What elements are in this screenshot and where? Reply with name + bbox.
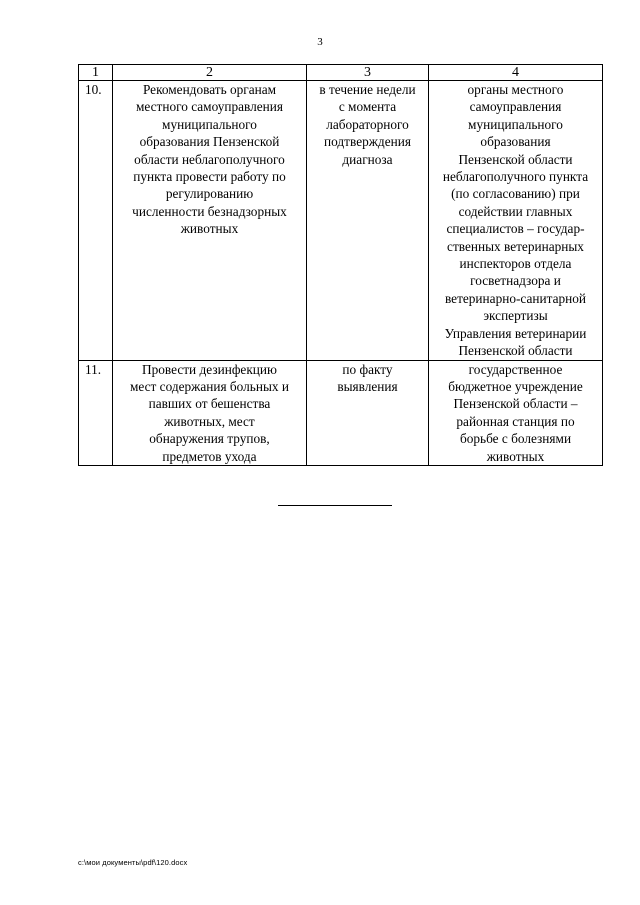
column-header-1: 1 [79, 65, 113, 81]
closing-divider [278, 505, 392, 506]
column-header-2: 2 [113, 65, 307, 81]
table-header-row [79, 65, 603, 81]
row-deadline [307, 360, 429, 465]
measures-table [78, 64, 603, 466]
row-number [79, 81, 113, 361]
row-number [79, 360, 113, 465]
row-responsible [429, 81, 603, 361]
table-row [79, 360, 603, 465]
row-deadline [307, 81, 429, 361]
table-row [79, 81, 603, 361]
row-action-text: Рекомендовать органам местного самоуправления муниципального образования Пензенской области неблагополучного пункта провести работу по регулированию численности безнадзорных животных [132, 82, 287, 237]
row-action [113, 81, 307, 361]
row-number-text: 11. [85, 361, 102, 377]
row-responsible [429, 360, 603, 465]
column-header-4: 4 [429, 65, 603, 81]
page-number: 3 [317, 36, 323, 48]
row-responsible-text: государственное бюджетное учреждение Пензенской области – районная станция по борьбе с болезнями животных [448, 361, 583, 464]
row-action [113, 360, 307, 465]
row-deadline-text: по факту выявления [337, 361, 398, 394]
row-deadline-text: в течение недели с момента лабораторного подтверждения диагноза [319, 82, 416, 167]
row-action-text: Провести дезинфекцию мест содержания больных и павших от бешенства животных, мест обнаружения трупов, предметов ухода [129, 361, 289, 464]
column-header-3: 3 [307, 65, 429, 81]
row-number-text: 10. [85, 82, 102, 97]
file-path-footer: c:\мои документы\pdf\120.docx [78, 858, 188, 867]
row-responsible-text: органы местного самоуправления муниципального образования Пензенской области неблагополучного пункта (по согласованию) при содействии главных специалистов – государ- ственных ветеринарных инспекторов отдела госветнадзора и ветеринарно-санитарной экспертизы Управления ветеринарии Пензенской области [442, 82, 589, 359]
